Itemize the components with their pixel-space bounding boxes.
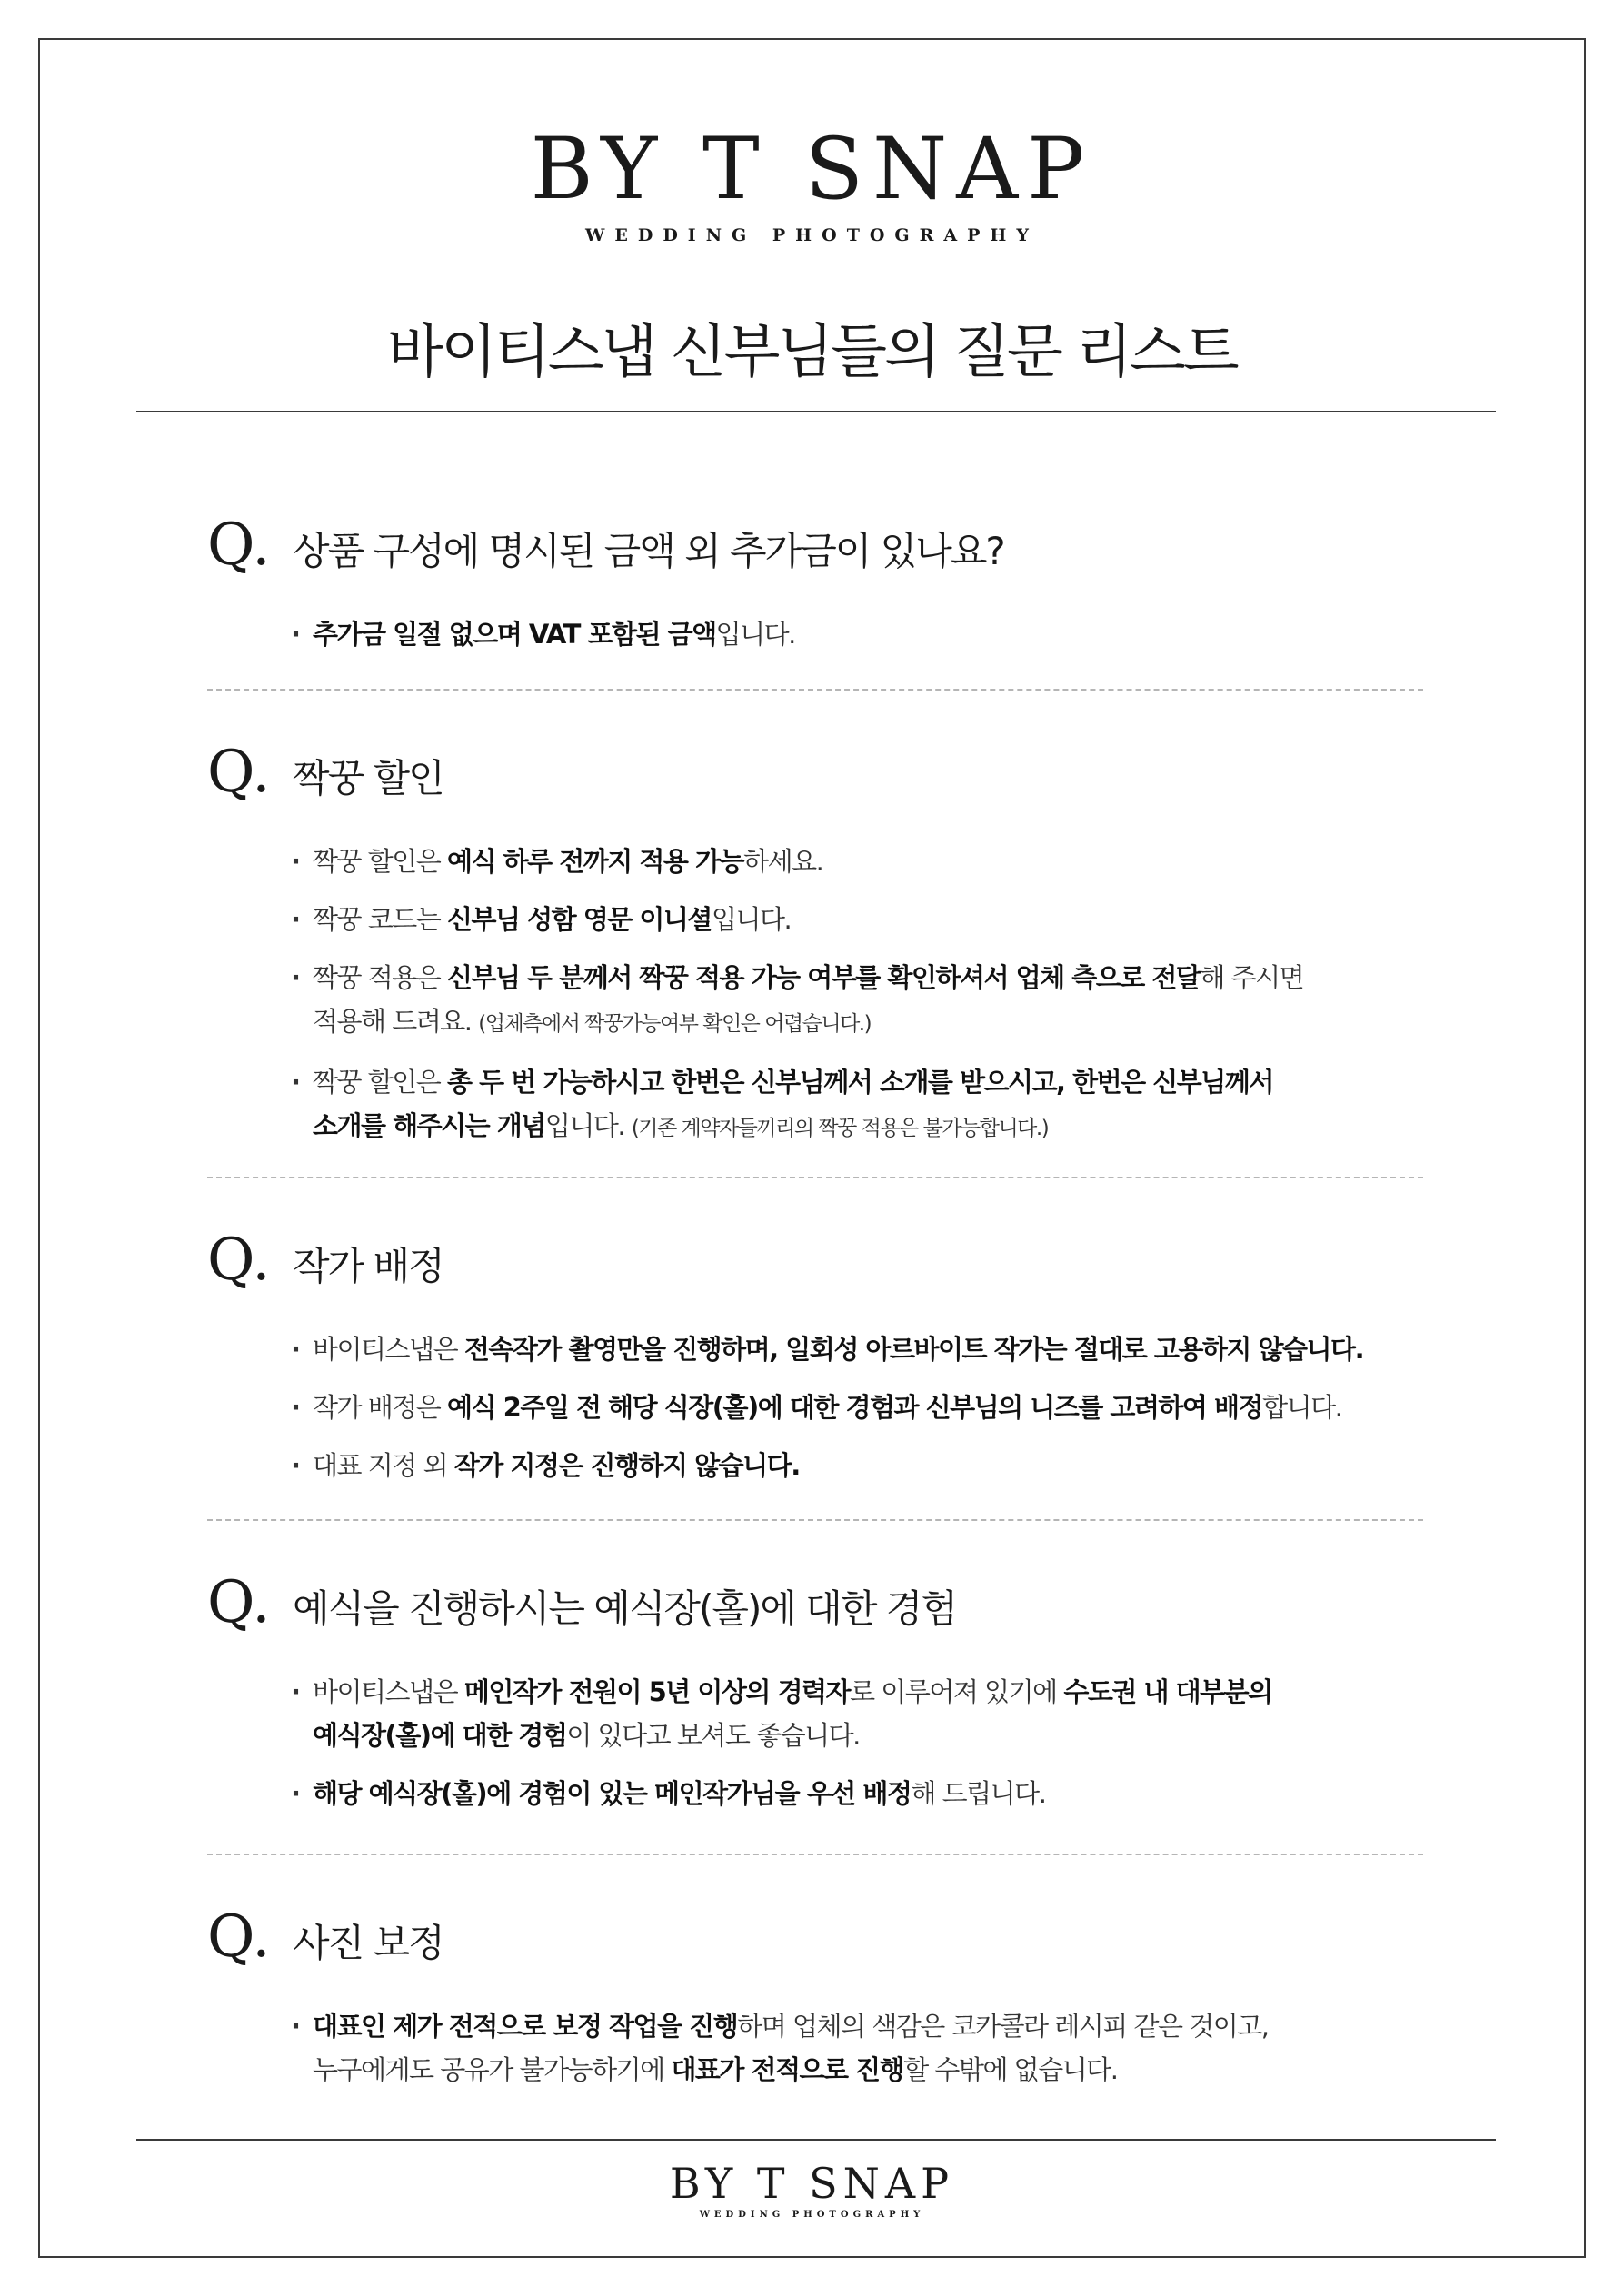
answer-text: 적용해 드려요. [313, 1006, 479, 1037]
answer-text: 입니다. [544, 1110, 632, 1141]
answer-text: 바이티스냅은 [313, 1334, 464, 1365]
logo-wordmark: BY T SNAP [669, 2159, 955, 2208]
logo-tagline: WEDDING PHOTOGRAPHY [585, 225, 1039, 245]
answer-item [291, 1670, 1425, 1757]
question-row [207, 1903, 1425, 1971]
question-row [207, 512, 1425, 579]
answer-list [291, 2004, 1425, 2092]
question-mark: Q. [207, 739, 271, 806]
answer-emphasis: 메인작가 전원이 5년 이상의 경력자 [463, 1676, 851, 1707]
answer-list [291, 612, 1425, 656]
question-row [207, 739, 1425, 806]
answer-text: 해 드립니다. [911, 1778, 1046, 1809]
question-row [207, 1227, 1425, 1294]
answer-emphasis: 수도권 내 대부분의 [1063, 1676, 1272, 1707]
answer-text: 합니다. [1262, 1392, 1342, 1423]
answer-text: 짝꿍 적용은 [313, 962, 448, 993]
answer-emphasis: 해당 예식장(홀)에 경험이 있는 메인작가님을 우선 배정 [313, 1778, 912, 1809]
answer-emphasis: 예식 하루 전까지 적용 가능 [447, 846, 744, 877]
logo-wordmark: BY T SNAP [530, 120, 1094, 219]
answer-text: 입니다. [715, 619, 795, 650]
answer-note: (업체측에서 짝꿍가능여부 확인은 어렵습니다.) [478, 1012, 872, 1036]
answer-text: 누구에게도 공유가 불가능하기에 [313, 2054, 672, 2085]
question-mark: Q. [207, 1227, 271, 1294]
answer-item [291, 956, 1425, 1046]
answer-text: 짝꿍 할인은 [313, 1067, 448, 1098]
question-row [207, 1569, 1425, 1636]
answer-emphasis: 소개를 해주시는 개념 [313, 1110, 545, 1141]
answer-text: 입니다. [711, 904, 792, 935]
faq-section-partner-discount [207, 739, 1425, 1165]
answer-text: 바이티스냅은 [313, 1676, 464, 1707]
section-divider [207, 1177, 1423, 1178]
answer-emphasis: 신부님 두 분께서 짝꿍 적용 가능 여부를 확인하셔서 업체 측으로 전달 [447, 962, 1201, 993]
answer-list [291, 1327, 1425, 1487]
question-mark: Q. [207, 1569, 271, 1636]
answer-note: (기존 계약자들끼리의 짝꿍 적용은 불가능합니다.) [631, 1117, 1049, 1140]
answer-list [291, 1670, 1425, 1815]
question-text: 작가 배정 [293, 1244, 443, 1288]
faq-section-extra-fee [207, 512, 1425, 671]
answer-item [291, 612, 1425, 656]
answer-text: 해 주시면 [1200, 962, 1304, 993]
answer-item [291, 1327, 1425, 1371]
answer-emphasis: 추가금 일절 없으며 VAT 포함된 금액 [313, 619, 716, 650]
question-text: 짝꿍 할인 [293, 756, 443, 800]
question-mark: Q. [207, 512, 271, 579]
faq-section-photographer-assignment [207, 1227, 1425, 1502]
question-mark: Q. [207, 1903, 271, 1971]
answer-emphasis: 대표인 제가 전적으로 보정 작업을 진행 [313, 2011, 738, 2042]
header-logo [0, 120, 1624, 245]
faq-section-venue-experience [207, 1569, 1425, 1830]
answer-text: 대표 지정 외 [313, 1450, 454, 1481]
answer-item [291, 1060, 1425, 1150]
section-divider [207, 689, 1423, 691]
answer-text: 작가 배정은 [313, 1392, 448, 1423]
answer-text: 하며 업체의 색감은 코카콜라 레시피 같은 것이고, [737, 2011, 1269, 2042]
answer-emphasis: 예식장(홀)에 대한 경험 [313, 1720, 567, 1751]
answer-emphasis: 대표가 전적으로 진행 [671, 2054, 904, 2085]
logo-tagline: WEDDING PHOTOGRAPHY [699, 2210, 925, 2220]
question-text: 상품 구성에 명시된 금액 외 추가금이 있나요? [293, 529, 1004, 573]
answer-item [291, 1386, 1425, 1429]
answer-text: 짝꿍 코드는 [313, 904, 448, 935]
answer-emphasis: 전속작가 촬영만을 진행하며, 일회성 아르바이트 작가는 절대로 고용하지 않습니다. [463, 1334, 1364, 1365]
answer-text: 짝꿍 할인은 [313, 846, 448, 877]
answer-text: 하세요. [743, 846, 823, 877]
page-title: 바이티스냅 신부님들의 질문 리스트 [387, 319, 1237, 386]
answer-item [291, 2004, 1425, 2092]
question-text: 예식을 진행하시는 예식장(홀)에 대한 경험 [293, 1586, 956, 1631]
answer-item [291, 840, 1425, 883]
answer-text: 할 수밖에 없습니다. [903, 2054, 1118, 2085]
section-divider [207, 1854, 1423, 1855]
footer-divider [136, 2139, 1496, 2141]
answer-item [291, 898, 1425, 941]
answer-item [291, 1772, 1425, 1815]
answer-emphasis: 총 두 번 가능하시고 한번은 신부님께서 소개를 받으시고, 한번은 신부님께서 [447, 1067, 1273, 1098]
header-divider [136, 411, 1496, 412]
footer-logo [0, 2159, 1624, 2220]
section-divider [207, 1519, 1423, 1521]
answer-item [291, 1444, 1425, 1487]
answer-emphasis: 작가 지정은 진행하지 않습니다. [453, 1450, 800, 1481]
faq-section-retouching [207, 1903, 1425, 2106]
question-text: 사진 보정 [293, 1921, 443, 1965]
answer-text: 이 있다고 보셔도 좋습니다. [566, 1720, 860, 1751]
answer-text: 로 이루어져 있기에 [850, 1676, 1064, 1707]
answer-list [291, 840, 1425, 1150]
answer-emphasis: 예식 2주일 전 해당 식장(홀)에 대한 경험과 신부님의 니즈를 고려하여 배정 [447, 1392, 1263, 1423]
answer-emphasis: 신부님 성함 영문 이니셜 [447, 904, 712, 935]
